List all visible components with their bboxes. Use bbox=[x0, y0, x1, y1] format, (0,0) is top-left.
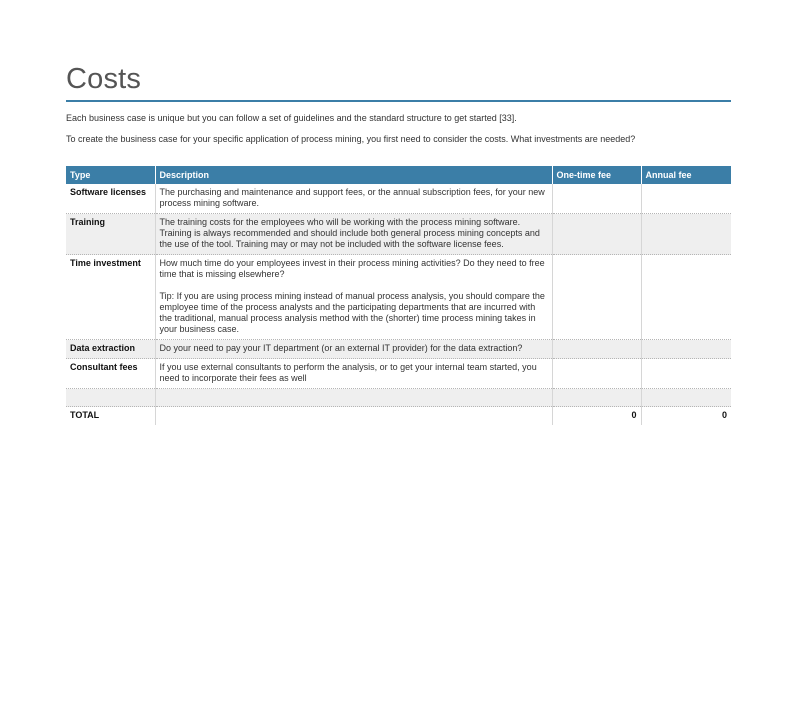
row-annual-fee[interactable] bbox=[641, 184, 731, 214]
total-annual-fee: 0 bbox=[721, 410, 727, 420]
row-one-time-fee[interactable] bbox=[552, 389, 641, 407]
costs-table bbox=[66, 166, 731, 425]
row-annual-fee[interactable] bbox=[641, 389, 731, 407]
row-description: Do your need to pay your IT department (or an external IT provider) for the data extraction? bbox=[155, 340, 552, 359]
row-annual-fee[interactable] bbox=[641, 255, 731, 340]
header-type: Type bbox=[66, 166, 155, 184]
title-divider bbox=[66, 100, 731, 102]
total-description bbox=[155, 407, 552, 426]
row-annual-fee[interactable] bbox=[641, 214, 731, 255]
row-description: The purchasing and maintenance and support fees, or the annual subscription fees, for your new process mining software. bbox=[155, 184, 552, 214]
header-description: Description bbox=[155, 166, 552, 184]
table-row bbox=[66, 340, 731, 359]
row-description: If you use external consultants to perform the analysis, or to get your internal team started, you need to incorporate their fees as well bbox=[155, 359, 552, 389]
intro-paragraph: Each business case is unique but you can follow a set of guidelines and the standard structure to get started [33]. bbox=[66, 113, 517, 123]
row-description: The training costs for the employees who will be working with the process mining software. Training is always recommended and should include both general process mining concepts and the use of the tool. Training may or may not be included with the software license fees. bbox=[155, 214, 552, 255]
header-one-time-fee: One-time fee bbox=[552, 166, 641, 184]
row-description-main: How much time do your employees invest in their process mining activities? Do they need to free time that is missing elsewhere? bbox=[159, 258, 545, 279]
row-one-time-fee[interactable] bbox=[552, 340, 641, 359]
table-total-row bbox=[66, 407, 731, 426]
row-type: Data extraction bbox=[66, 340, 155, 359]
row-description bbox=[155, 255, 552, 340]
row-one-time-fee[interactable] bbox=[552, 255, 641, 340]
table-header-row bbox=[66, 166, 731, 184]
page-title: Costs bbox=[66, 63, 142, 95]
row-description-tip: Tip: If you are using process mining instead of manual process analysis, you should compare the employee time of the process analysts and the participating departments that are incurred with the traditional, manual process analysis method with the (shorter) time process mining takes in your business case. bbox=[159, 291, 545, 334]
costs-question-paragraph: To create the business case for your specific application of process mining, you first need to consider the costs. What investments are needed? bbox=[66, 134, 636, 144]
header-annual-fee: Annual fee bbox=[641, 166, 731, 184]
table-row bbox=[66, 184, 731, 214]
table-row bbox=[66, 214, 731, 255]
table-row-empty bbox=[66, 389, 731, 407]
row-annual-fee[interactable] bbox=[641, 359, 731, 389]
row-type: Consultant fees bbox=[66, 359, 155, 389]
row-description bbox=[155, 389, 552, 407]
table-row bbox=[66, 255, 731, 340]
row-one-time-fee[interactable] bbox=[552, 184, 641, 214]
row-type: Time investment bbox=[66, 255, 155, 340]
row-type: Training bbox=[66, 214, 155, 255]
total-one-time-fee: 0 bbox=[552, 407, 641, 426]
row-type: Software licenses bbox=[66, 184, 155, 214]
paragraph-gap bbox=[160, 280, 548, 291]
table-row bbox=[66, 359, 731, 389]
row-one-time-fee[interactable] bbox=[552, 359, 641, 389]
row-type bbox=[66, 389, 155, 407]
row-one-time-fee[interactable] bbox=[552, 214, 641, 255]
row-annual-fee[interactable] bbox=[641, 340, 731, 359]
total-label: TOTAL bbox=[66, 407, 155, 426]
